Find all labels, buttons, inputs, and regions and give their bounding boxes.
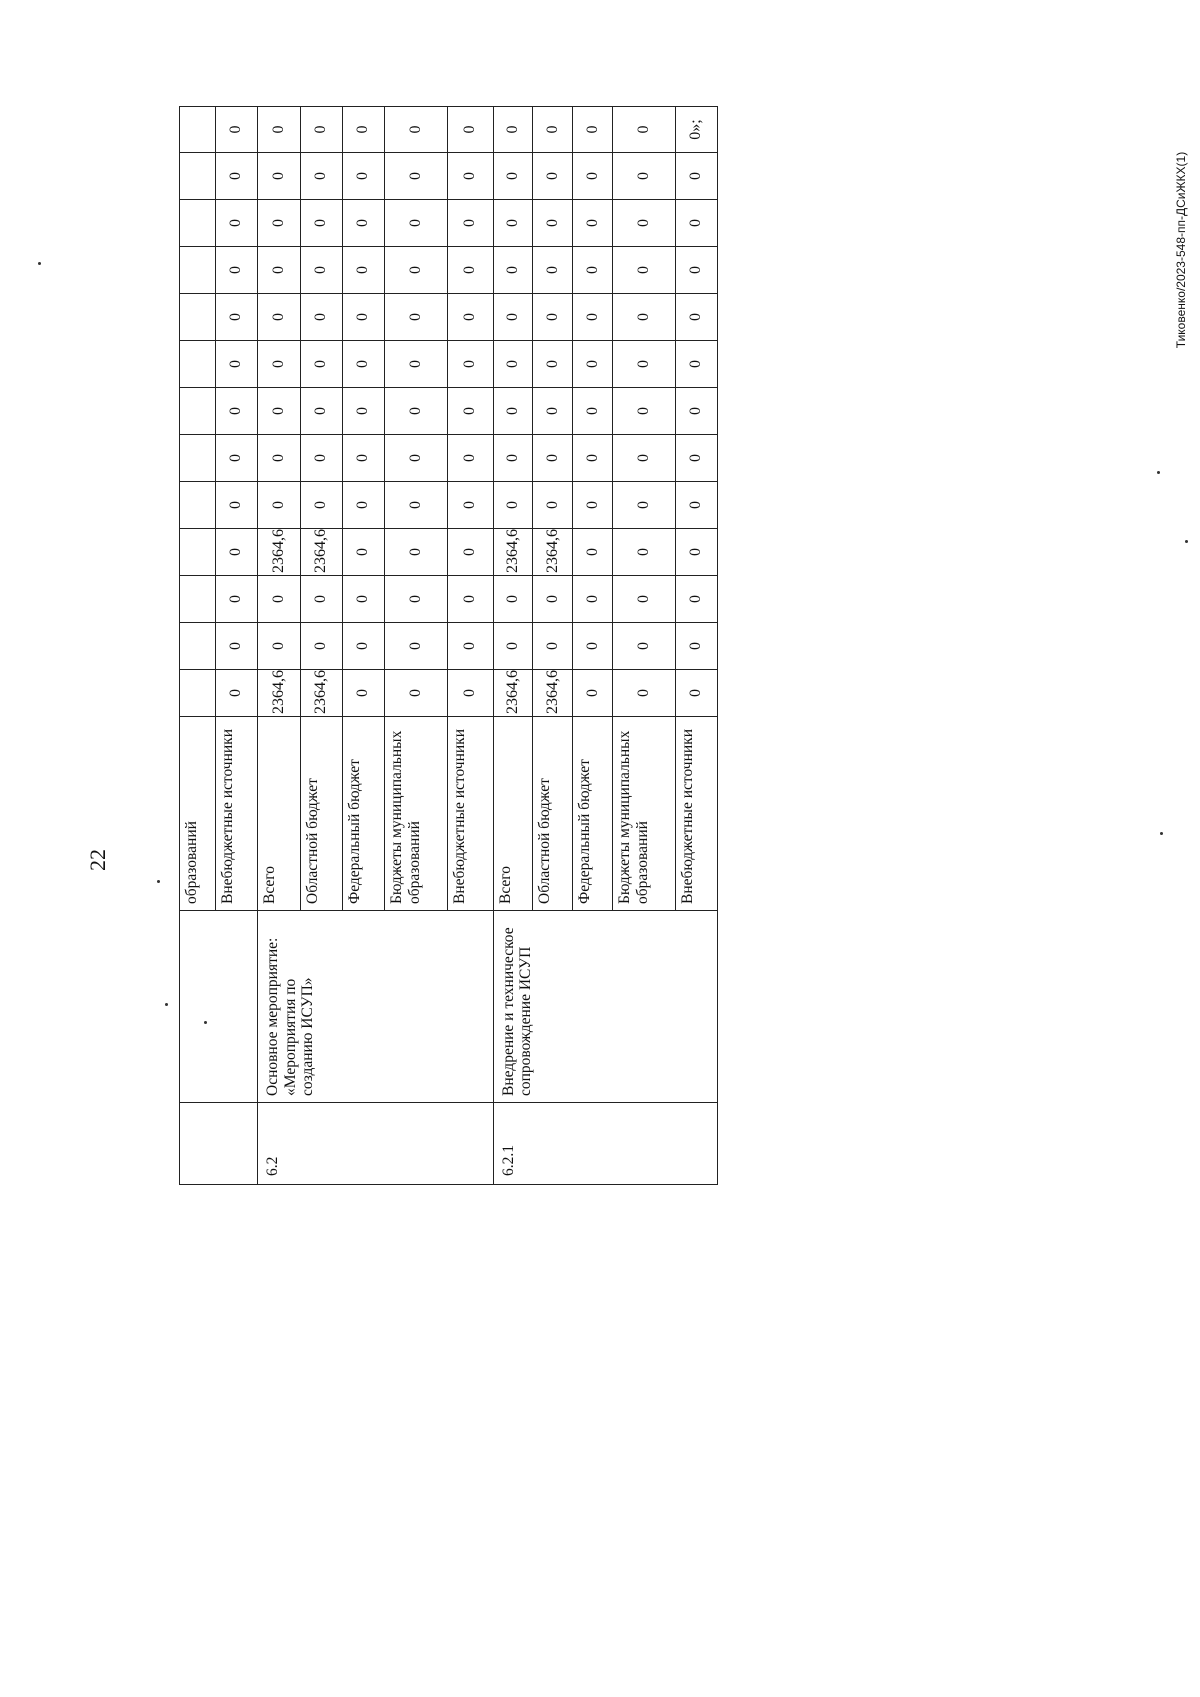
funding-source-cell: Областной бюджет <box>533 717 573 911</box>
amount-cell: 0 <box>533 341 573 388</box>
amount-cell: 0 <box>613 294 676 341</box>
amount-cell <box>180 247 216 294</box>
amount-cell: 0 <box>493 482 533 529</box>
amount-cell: 0 <box>448 294 493 341</box>
amount-cell: 0 <box>384 247 448 294</box>
amount-cell: 0 <box>257 200 300 247</box>
amount-cell: 0 <box>215 529 257 576</box>
amount-cell: 0 <box>573 247 613 294</box>
amount-cell: 0 <box>493 200 533 247</box>
amount-cell: 0 <box>448 670 493 717</box>
amount-cell: 0 <box>613 435 676 482</box>
amount-cell: 0 <box>257 576 300 623</box>
amount-cell <box>180 435 216 482</box>
amount-cell: 2364,6 <box>533 529 573 576</box>
amount-cell: 0 <box>384 200 448 247</box>
amount-cell: 0 <box>384 341 448 388</box>
amount-cell: 0 <box>300 107 342 153</box>
amount-cell: 0 <box>493 623 533 670</box>
amount-cell: 0 <box>342 341 384 388</box>
amount-cell: 0 <box>384 153 448 200</box>
funding-source-cell: Внебюджетные источники <box>215 717 257 911</box>
funding-source-cell: Внебюджетные источники <box>675 717 717 911</box>
amount-cell: 0 <box>573 623 613 670</box>
amount-cell: 0»; <box>675 107 717 153</box>
amount-cell: 0 <box>493 247 533 294</box>
amount-cell: 0 <box>257 482 300 529</box>
amount-cell: 0 <box>342 200 384 247</box>
amount-cell: 0 <box>300 388 342 435</box>
amount-cell: 0 <box>448 529 493 576</box>
amount-cell: 0 <box>533 153 573 200</box>
amount-cell: 0 <box>675 529 717 576</box>
amount-cell: 0 <box>533 482 573 529</box>
amount-cell: 0 <box>573 670 613 717</box>
amount-cell: 0 <box>493 294 533 341</box>
amount-cell: 0 <box>573 576 613 623</box>
amount-cell: 0 <box>257 107 300 153</box>
amount-cell: 0 <box>448 341 493 388</box>
table-row <box>257 107 300 1185</box>
amount-cell: 0 <box>493 153 533 200</box>
amount-cell: 0 <box>300 435 342 482</box>
amount-cell: 0 <box>613 388 676 435</box>
amount-cell: 0 <box>613 200 676 247</box>
scan-speck <box>1157 471 1160 474</box>
scan-speck <box>157 880 160 883</box>
amount-cell: 0 <box>493 341 533 388</box>
scan-speck <box>1185 540 1188 543</box>
amount-cell: 0 <box>384 529 448 576</box>
page-number: 22 <box>85 849 110 871</box>
amount-cell: 0 <box>300 623 342 670</box>
amount-cell: 0 <box>613 153 676 200</box>
amount-cell: 0 <box>613 576 676 623</box>
amount-cell: 0 <box>215 107 257 153</box>
amount-cell: 0 <box>215 153 257 200</box>
amount-cell: 0 <box>533 388 573 435</box>
amount-cell: 0 <box>448 153 493 200</box>
budget-table-wrapper <box>179 112 718 1185</box>
amount-cell: 0 <box>675 294 717 341</box>
amount-cell: 0 <box>613 529 676 576</box>
amount-cell: 0 <box>613 247 676 294</box>
amount-cell: 0 <box>257 341 300 388</box>
amount-cell: 0 <box>384 294 448 341</box>
amount-cell: 0 <box>257 247 300 294</box>
amount-cell <box>180 294 216 341</box>
amount-cell: 0 <box>300 341 342 388</box>
amount-cell: 0 <box>342 529 384 576</box>
amount-cell: 0 <box>342 247 384 294</box>
amount-cell: 0 <box>215 247 257 294</box>
amount-cell: 0 <box>300 247 342 294</box>
amount-cell: 0 <box>613 107 676 153</box>
funding-source-cell: Федеральный бюджет <box>342 717 384 911</box>
amount-cell: 0 <box>342 107 384 153</box>
amount-cell: 0 <box>257 388 300 435</box>
amount-cell: 0 <box>384 623 448 670</box>
amount-cell: 2364,6 <box>493 670 533 717</box>
amount-cell: 0 <box>215 623 257 670</box>
amount-cell: 0 <box>613 482 676 529</box>
amount-cell: 0 <box>613 670 676 717</box>
scan-speck <box>38 262 41 265</box>
amount-cell: 0 <box>675 670 717 717</box>
amount-cell: 0 <box>533 294 573 341</box>
amount-cell: 0 <box>573 200 613 247</box>
amount-cell: 0 <box>533 576 573 623</box>
amount-cell: 0 <box>613 623 676 670</box>
amount-cell <box>180 388 216 435</box>
amount-cell: 0 <box>384 107 448 153</box>
amount-cell: 0 <box>384 388 448 435</box>
amount-cell <box>180 153 216 200</box>
amount-cell: 2364,6 <box>300 529 342 576</box>
amount-cell: 0 <box>533 107 573 153</box>
amount-cell: 0 <box>533 247 573 294</box>
amount-cell: 0 <box>215 388 257 435</box>
amount-cell: 0 <box>215 341 257 388</box>
amount-cell: 0 <box>533 200 573 247</box>
amount-cell: 0 <box>300 294 342 341</box>
amount-cell: 2364,6 <box>300 670 342 717</box>
amount-cell: 0 <box>573 388 613 435</box>
amount-cell: 0 <box>215 294 257 341</box>
funding-source-cell: Федеральный бюджет <box>573 717 613 911</box>
funding-source-cell: Внебюджетные источники <box>448 717 493 911</box>
amount-cell: 0 <box>675 200 717 247</box>
row-name-cell: Внедрение и техническое сопровождение ИСУП <box>493 911 718 1103</box>
amount-cell: 0 <box>675 247 717 294</box>
row-name-cell: Основное мероприятие: «Мероприятия по созданию ИСУП» <box>257 911 493 1103</box>
amount-cell: 0 <box>384 576 448 623</box>
amount-cell <box>180 670 216 717</box>
amount-cell <box>180 529 216 576</box>
amount-cell: 0 <box>573 107 613 153</box>
amount-cell: 2364,6 <box>257 529 300 576</box>
amount-cell: 0 <box>573 435 613 482</box>
amount-cell <box>180 200 216 247</box>
amount-cell: 0 <box>448 200 493 247</box>
amount-cell: 0 <box>448 576 493 623</box>
amount-cell <box>180 341 216 388</box>
scan-speck <box>1160 832 1163 835</box>
amount-cell: 0 <box>257 435 300 482</box>
amount-cell: 0 <box>257 294 300 341</box>
amount-cell: 0 <box>342 294 384 341</box>
amount-cell: 0 <box>342 435 384 482</box>
amount-cell: 0 <box>493 435 533 482</box>
amount-cell: 0 <box>675 623 717 670</box>
amount-cell: 0 <box>448 623 493 670</box>
amount-cell <box>180 576 216 623</box>
amount-cell: 0 <box>448 107 493 153</box>
amount-cell: 0 <box>342 623 384 670</box>
amount-cell: 0 <box>215 482 257 529</box>
amount-cell: 0 <box>675 482 717 529</box>
amount-cell: 0 <box>675 435 717 482</box>
amount-cell: 0 <box>448 388 493 435</box>
amount-cell: 0 <box>300 153 342 200</box>
amount-cell: 0 <box>675 341 717 388</box>
amount-cell: 0 <box>493 388 533 435</box>
amount-cell <box>180 482 216 529</box>
funding-source-cell: образований <box>180 717 216 911</box>
funding-source-cell: Областной бюджет <box>300 717 342 911</box>
amount-cell: 0 <box>493 107 533 153</box>
amount-cell: 0 <box>384 435 448 482</box>
funding-source-cell: Всего <box>493 717 533 911</box>
amount-cell: 0 <box>342 576 384 623</box>
amount-cell: 0 <box>675 388 717 435</box>
funding-source-cell: Бюджеты муниципальных образований <box>384 717 448 911</box>
amount-cell <box>180 623 216 670</box>
scan-speck <box>204 1021 207 1024</box>
row-code-cell: 6.2 <box>257 1103 493 1185</box>
amount-cell: 0 <box>215 670 257 717</box>
amount-cell: 2364,6 <box>533 670 573 717</box>
row-code-cell <box>180 1103 258 1185</box>
amount-cell: 0 <box>215 576 257 623</box>
budget-table <box>179 106 718 1185</box>
table-row <box>180 107 216 1185</box>
amount-cell: 0 <box>613 341 676 388</box>
amount-cell: 0 <box>300 200 342 247</box>
amount-cell: 0 <box>257 153 300 200</box>
amount-cell: 2364,6 <box>257 670 300 717</box>
amount-cell: 0 <box>300 576 342 623</box>
amount-cell: 0 <box>675 153 717 200</box>
amount-cell: 0 <box>493 576 533 623</box>
amount-cell: 2364,6 <box>493 529 533 576</box>
amount-cell: 0 <box>448 247 493 294</box>
amount-cell: 0 <box>573 341 613 388</box>
amount-cell: 0 <box>342 482 384 529</box>
amount-cell: 0 <box>342 153 384 200</box>
row-name-cell <box>180 911 258 1103</box>
amount-cell: 0 <box>342 388 384 435</box>
amount-cell: 0 <box>342 670 384 717</box>
funding-source-cell: Всего <box>257 717 300 911</box>
amount-cell: 0 <box>448 482 493 529</box>
amount-cell: 0 <box>384 482 448 529</box>
amount-cell: 0 <box>384 670 448 717</box>
amount-cell: 0 <box>675 576 717 623</box>
amount-cell: 0 <box>215 435 257 482</box>
amount-cell: 0 <box>573 529 613 576</box>
funding-source-cell: Бюджеты муниципальных образований <box>613 717 676 911</box>
amount-cell: 0 <box>573 153 613 200</box>
amount-cell: 0 <box>573 482 613 529</box>
scan-speck <box>165 1003 168 1006</box>
amount-cell: 0 <box>215 200 257 247</box>
footer-document-id: Тиковенко/2023-548-пп-ДСиЖКХ(1) <box>1174 151 1188 349</box>
amount-cell: 0 <box>573 294 613 341</box>
row-code-cell: 6.2.1 <box>493 1103 718 1185</box>
table-row <box>493 107 533 1185</box>
amount-cell: 0 <box>300 482 342 529</box>
amount-cell <box>180 107 216 153</box>
amount-cell: 0 <box>257 623 300 670</box>
amount-cell: 0 <box>533 435 573 482</box>
amount-cell: 0 <box>448 435 493 482</box>
amount-cell: 0 <box>533 623 573 670</box>
